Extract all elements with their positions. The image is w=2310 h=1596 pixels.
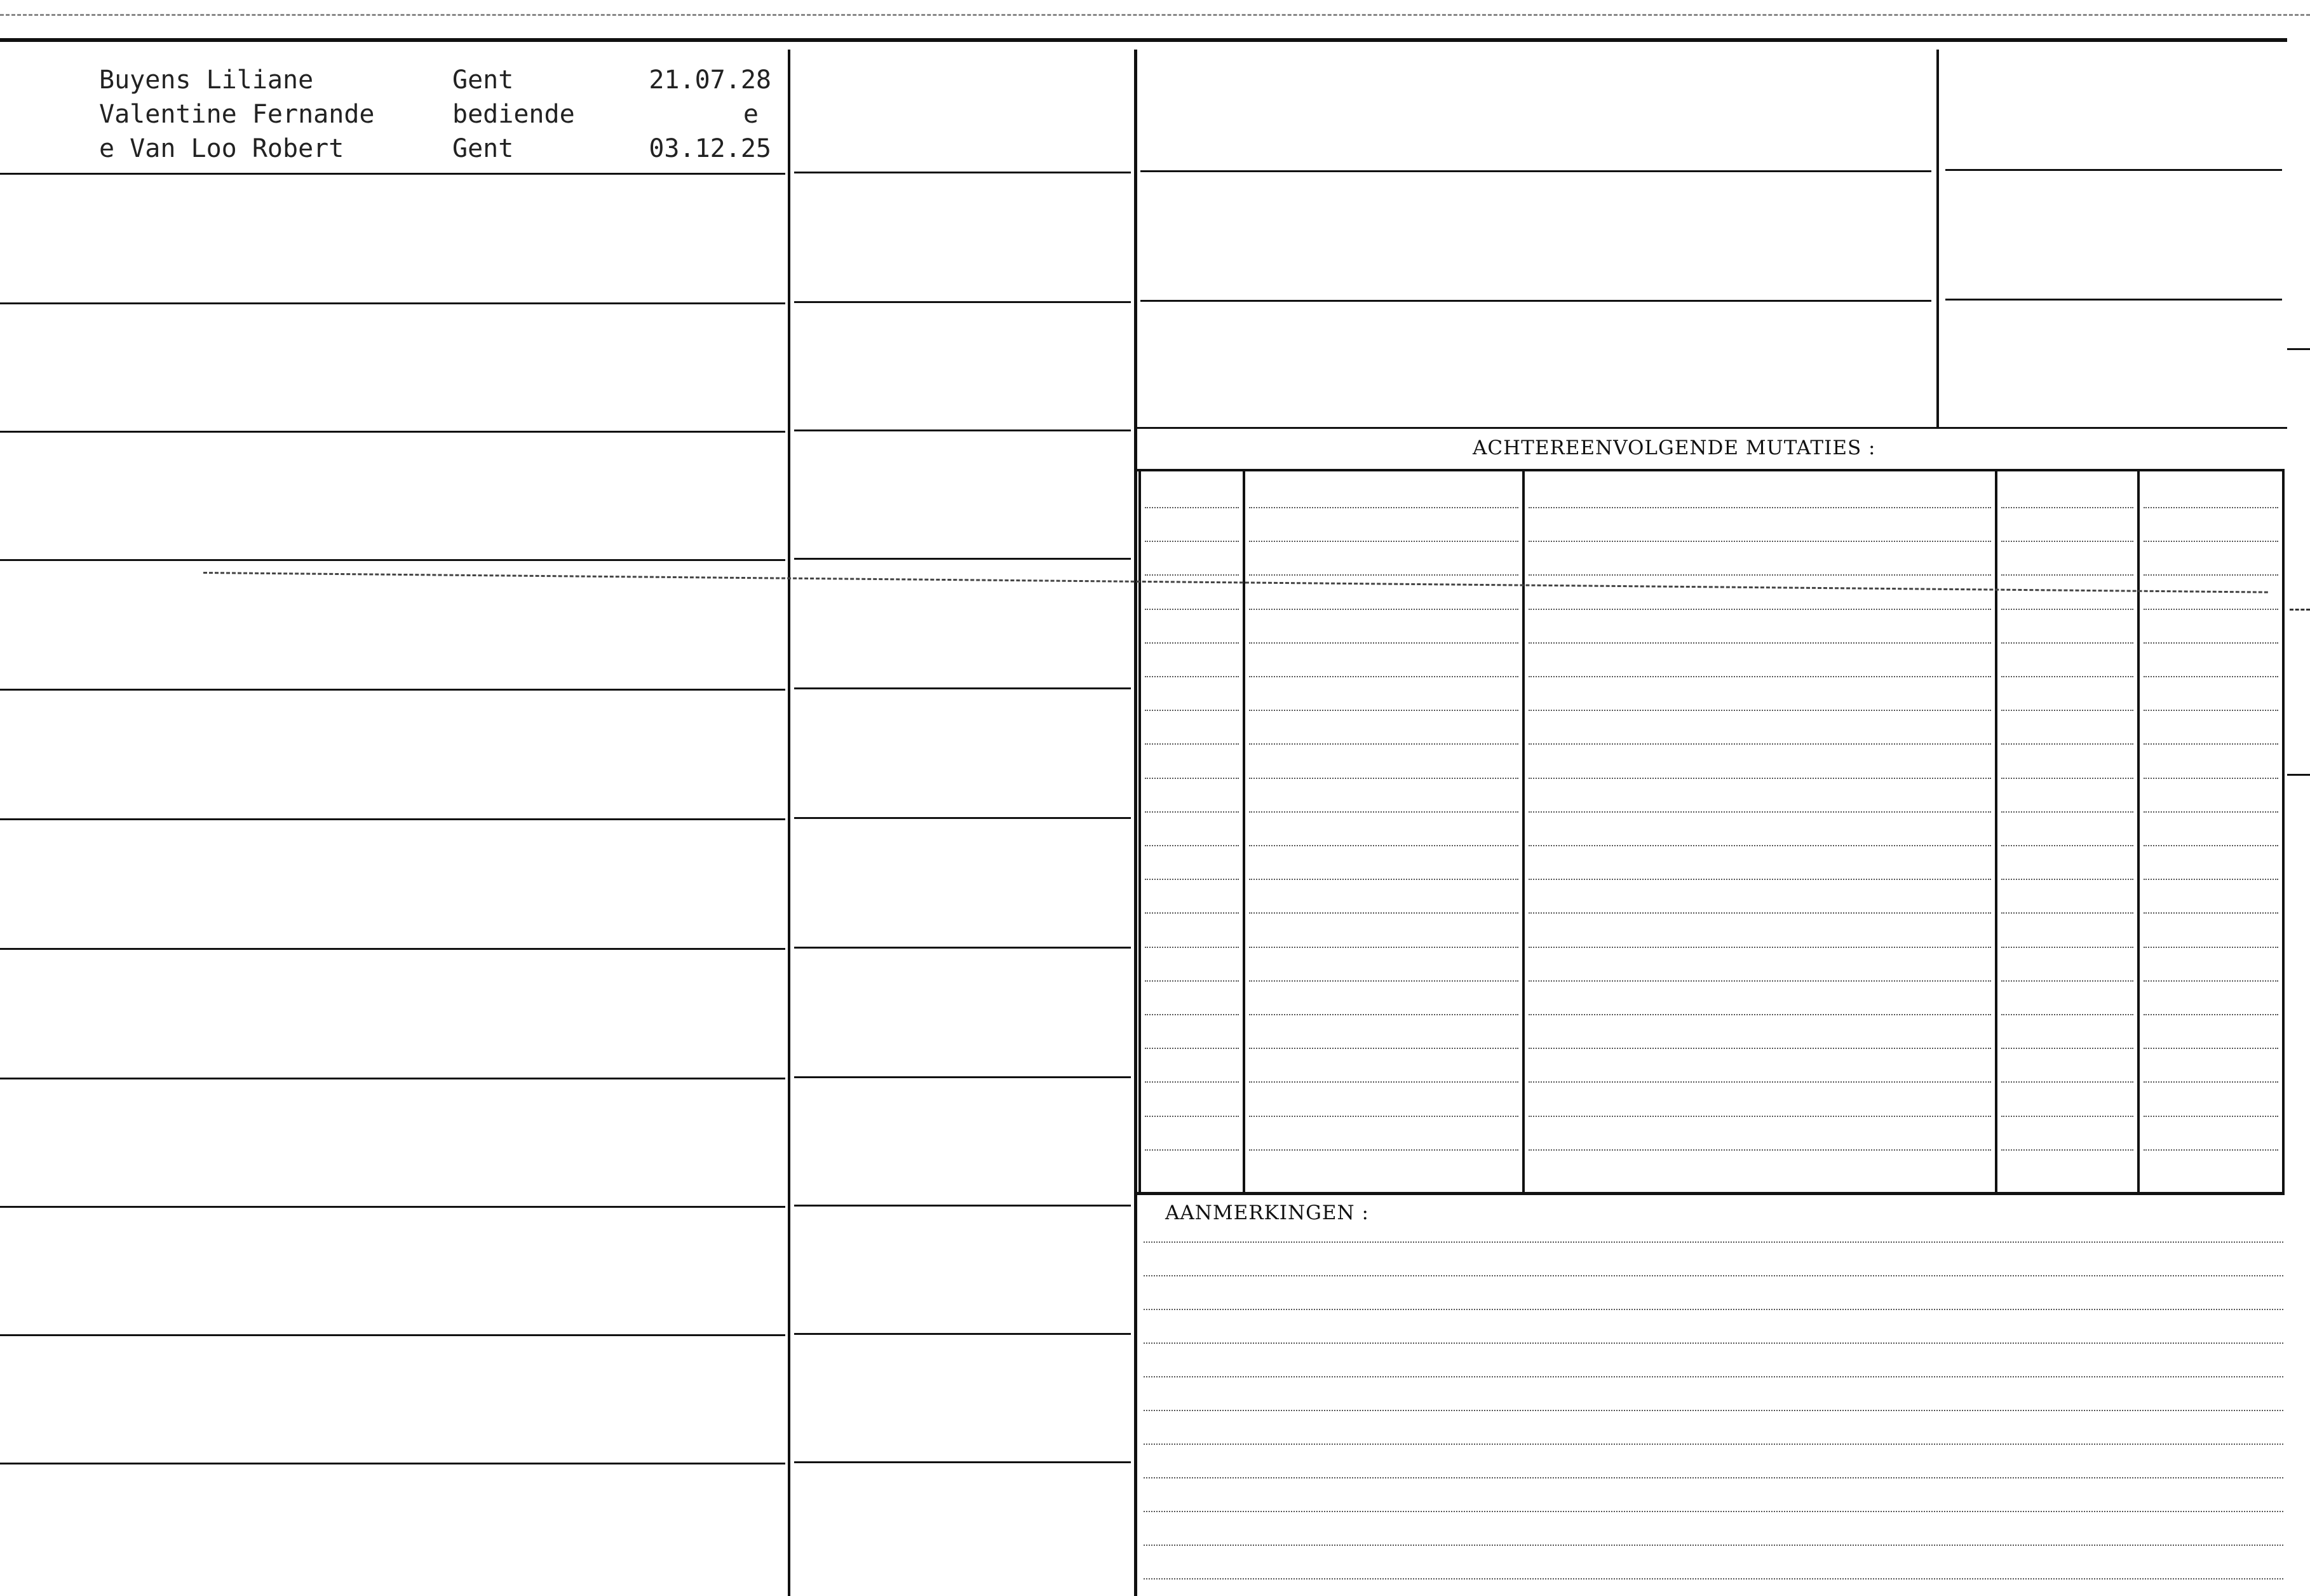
top-rule bbox=[0, 38, 2287, 42]
mutations-col-rule bbox=[1138, 470, 1141, 1193]
mutations-row-line bbox=[1529, 845, 1991, 846]
mutations-row-line bbox=[1529, 1048, 1991, 1049]
remarks-row-line bbox=[1144, 1241, 2283, 1243]
mutations-row-line bbox=[1249, 947, 1518, 948]
mutations-row-line bbox=[1529, 574, 1991, 576]
remarks-row-line bbox=[1144, 1511, 2283, 1512]
mutations-row-line bbox=[1529, 642, 1991, 644]
register-row-rule bbox=[0, 559, 785, 561]
mutations-row-line bbox=[2144, 811, 2278, 813]
mutations-title: ACHTEREENVOLGENDE MUTATIES : bbox=[1473, 436, 1876, 459]
register-row-rule-mid bbox=[794, 1076, 1131, 1078]
remarks-row-line bbox=[1144, 1410, 2283, 1411]
mutations-row-line bbox=[2144, 507, 2278, 508]
mutations-row-line bbox=[2001, 912, 2133, 914]
mutations-row-line bbox=[1145, 1014, 1239, 1015]
mutations-row-line bbox=[2144, 541, 2278, 542]
register-row-rule bbox=[0, 689, 785, 691]
mutations-row-line bbox=[2001, 947, 2133, 948]
mutations-row-line bbox=[2001, 507, 2133, 508]
mutations-row-line bbox=[1249, 879, 1518, 880]
mutations-row-line bbox=[2001, 811, 2133, 813]
mutations-row-line bbox=[2001, 1149, 2133, 1151]
mutations-row-line bbox=[1529, 879, 1991, 880]
entry-name-line-3: e Van Loo Robert bbox=[99, 134, 344, 163]
mutations-row-line bbox=[1145, 879, 1239, 880]
mutations-row-line bbox=[1249, 1014, 1518, 1015]
mutations-row-line bbox=[1529, 912, 1991, 914]
mutations-row-line bbox=[1249, 1081, 1518, 1083]
mutations-row-line bbox=[1249, 609, 1518, 610]
top-torn-edge bbox=[0, 14, 2310, 16]
mutations-row-line bbox=[2001, 574, 2133, 576]
mutations-row-line bbox=[1249, 980, 1518, 982]
mutations-row-line bbox=[1249, 1116, 1518, 1117]
mutations-row-line bbox=[1249, 574, 1518, 576]
mutations-row-line bbox=[1249, 912, 1518, 914]
mutations-row-line bbox=[1529, 1149, 1991, 1151]
mutations-col-rule bbox=[2282, 470, 2285, 1193]
edge-tick-2 bbox=[2287, 774, 2310, 776]
edge-tick-1 bbox=[2287, 348, 2310, 350]
right-upper-rule-1b bbox=[1945, 169, 2282, 171]
mutations-row-line bbox=[2144, 1149, 2278, 1151]
mutations-row-line bbox=[1145, 947, 1239, 948]
mutations-row-line bbox=[1145, 743, 1239, 745]
remarks-row-line bbox=[1144, 1376, 2283, 1377]
mutations-row-line bbox=[1529, 743, 1991, 745]
mutations-col-rule bbox=[1243, 470, 1245, 1193]
register-row-rule-mid bbox=[794, 687, 1131, 689]
entry-name-line-2: Valentine Fernande bbox=[99, 100, 375, 129]
mutations-row-line bbox=[1529, 710, 1991, 711]
mutations-row-line bbox=[2001, 676, 2133, 677]
register-row-rule bbox=[0, 818, 785, 820]
mutations-row-line bbox=[1145, 609, 1239, 610]
mutations-row-line bbox=[1145, 1149, 1239, 1151]
mutations-row-line bbox=[1145, 541, 1239, 542]
mutations-row-line bbox=[2001, 1116, 2133, 1117]
mutations-row-line bbox=[2144, 609, 2278, 610]
mutations-row-line bbox=[1249, 811, 1518, 813]
mutations-row-line bbox=[1145, 845, 1239, 846]
mutations-row-line bbox=[2144, 879, 2278, 880]
mutations-row-line bbox=[1249, 1149, 1518, 1151]
mutations-row-line bbox=[2144, 1048, 2278, 1049]
mutations-row-line bbox=[1529, 1081, 1991, 1083]
register-row-rule-mid bbox=[794, 558, 1131, 560]
register-row-rule-mid bbox=[794, 301, 1131, 303]
mutations-row-line bbox=[2001, 642, 2133, 644]
entry-place-line-3: Gent bbox=[452, 134, 514, 163]
remarks-row-line bbox=[1144, 1477, 2283, 1478]
mutations-row-line bbox=[1529, 778, 1991, 779]
entry-date-line-2: e bbox=[743, 100, 759, 129]
mutations-row-line bbox=[1529, 1014, 1991, 1015]
mutations-row-line bbox=[1145, 811, 1239, 813]
mutations-row-line bbox=[1145, 676, 1239, 677]
register-row-rule-mid bbox=[794, 172, 1131, 173]
mutations-row-line bbox=[2144, 676, 2278, 677]
entry-place-line-1: Gent bbox=[452, 65, 514, 95]
mutations-row-line bbox=[1249, 642, 1518, 644]
register-row-rule bbox=[0, 173, 785, 175]
mutations-row-line bbox=[2144, 574, 2278, 576]
mutations-row-line bbox=[1529, 676, 1991, 677]
mutations-row-line bbox=[2001, 710, 2133, 711]
mutations-row-line bbox=[2001, 1081, 2133, 1083]
register-row-rule bbox=[0, 1334, 785, 1336]
mutations-row-line bbox=[2144, 1116, 2278, 1117]
mutations-row-line bbox=[2001, 1014, 2133, 1015]
mutations-row-line bbox=[1145, 980, 1239, 982]
mutations-row-line bbox=[2144, 778, 2278, 779]
right-upper-rule-1 bbox=[1140, 170, 1931, 172]
mutations-row-line bbox=[2001, 609, 2133, 610]
mutations-row-line bbox=[1145, 1116, 1239, 1117]
right-upper-rule-2b bbox=[1945, 299, 2282, 301]
mutations-row-line bbox=[1145, 1081, 1239, 1083]
register-row-rule bbox=[0, 1206, 785, 1208]
register-row-rule bbox=[0, 948, 785, 950]
mutations-col-rule bbox=[1995, 470, 1997, 1193]
mutations-row-line bbox=[2144, 642, 2278, 644]
mutations-row-line bbox=[2144, 710, 2278, 711]
remarks-row-line bbox=[1144, 1545, 2283, 1546]
remarks-title: AANMERKINGEN : bbox=[1165, 1201, 1369, 1224]
mutations-row-line bbox=[2144, 845, 2278, 846]
register-row-rule bbox=[0, 431, 785, 433]
mutations-row-line bbox=[1145, 574, 1239, 576]
mutations-row-line bbox=[1145, 1048, 1239, 1049]
remarks-row-line bbox=[1144, 1309, 2283, 1310]
mutations-col-rule bbox=[2137, 470, 2140, 1193]
mutations-row-line bbox=[1249, 1048, 1518, 1049]
mutations-top-rule bbox=[1137, 469, 2285, 471]
right-upper-rule-3 bbox=[1137, 427, 2287, 429]
remarks-row-line bbox=[1144, 1342, 2283, 1344]
entry-place-line-2: bediende bbox=[452, 100, 575, 129]
right-upper-rule-2 bbox=[1140, 300, 1931, 302]
mutations-row-line bbox=[1249, 778, 1518, 779]
register-row-rule bbox=[0, 1463, 785, 1464]
register-row-rule-mid bbox=[794, 1333, 1131, 1335]
register-row-rule bbox=[0, 1078, 785, 1079]
remarks-row-line bbox=[1144, 1444, 2283, 1445]
mutations-row-line bbox=[1145, 912, 1239, 914]
remarks-row-line bbox=[1144, 1578, 2283, 1579]
register-row-rule-mid bbox=[794, 1205, 1131, 1207]
mutations-row-line bbox=[1145, 778, 1239, 779]
remarks-row-line bbox=[1144, 1275, 2283, 1276]
mutations-row-line bbox=[2144, 947, 2278, 948]
mutations-bottom-rule bbox=[1137, 1192, 2285, 1195]
mutations-row-line bbox=[1249, 845, 1518, 846]
mutations-row-line bbox=[1145, 710, 1239, 711]
mutations-row-line bbox=[2144, 1081, 2278, 1083]
mutations-row-line bbox=[1529, 811, 1991, 813]
mutations-row-line bbox=[2144, 743, 2278, 745]
register-row-rule-mid bbox=[794, 429, 1131, 431]
mutations-row-line bbox=[2144, 1014, 2278, 1015]
mutations-row-line bbox=[1249, 676, 1518, 677]
mutations-row-line bbox=[1145, 642, 1239, 644]
mutations-row-line bbox=[1529, 947, 1991, 948]
mutations-row-line bbox=[2144, 980, 2278, 982]
entry-date-line-1: 21.07.28 bbox=[649, 65, 771, 95]
mutations-row-line bbox=[2001, 778, 2133, 779]
mutations-row-line bbox=[2144, 912, 2278, 914]
mutations-row-line bbox=[1529, 980, 1991, 982]
register-row-rule-mid bbox=[794, 947, 1131, 949]
register-row-rule-mid bbox=[794, 1461, 1131, 1463]
mutations-row-line bbox=[1249, 743, 1518, 745]
mutations-col-rule bbox=[1522, 470, 1525, 1193]
mutations-row-line bbox=[2001, 980, 2133, 982]
mutations-row-line bbox=[1249, 507, 1518, 508]
column-divider-1 bbox=[788, 50, 790, 1596]
mutations-row-line bbox=[2001, 845, 2133, 846]
entry-date-line-3: 03.12.25 bbox=[649, 134, 771, 163]
entry-name-line-1: Buyens Liliane bbox=[99, 65, 314, 95]
mutations-row-line bbox=[1529, 507, 1991, 508]
edge-tick-3 bbox=[2290, 609, 2310, 611]
column-divider-2 bbox=[1134, 50, 1137, 1596]
mutations-row-line bbox=[2001, 541, 2133, 542]
mutations-row-line bbox=[2001, 879, 2133, 880]
mutations-row-line bbox=[1249, 710, 1518, 711]
register-row-rule-mid bbox=[794, 817, 1131, 819]
mutations-row-line bbox=[1529, 1116, 1991, 1117]
column-divider-3 bbox=[1936, 50, 1939, 428]
mutations-row-line bbox=[1145, 507, 1239, 508]
mutations-row-line bbox=[2001, 743, 2133, 745]
mutations-row-line bbox=[1249, 541, 1518, 542]
mutations-row-line bbox=[1529, 541, 1991, 542]
register-row-rule bbox=[0, 302, 785, 304]
mutations-row-line bbox=[2001, 1048, 2133, 1049]
mutations-row-line bbox=[1529, 609, 1991, 610]
